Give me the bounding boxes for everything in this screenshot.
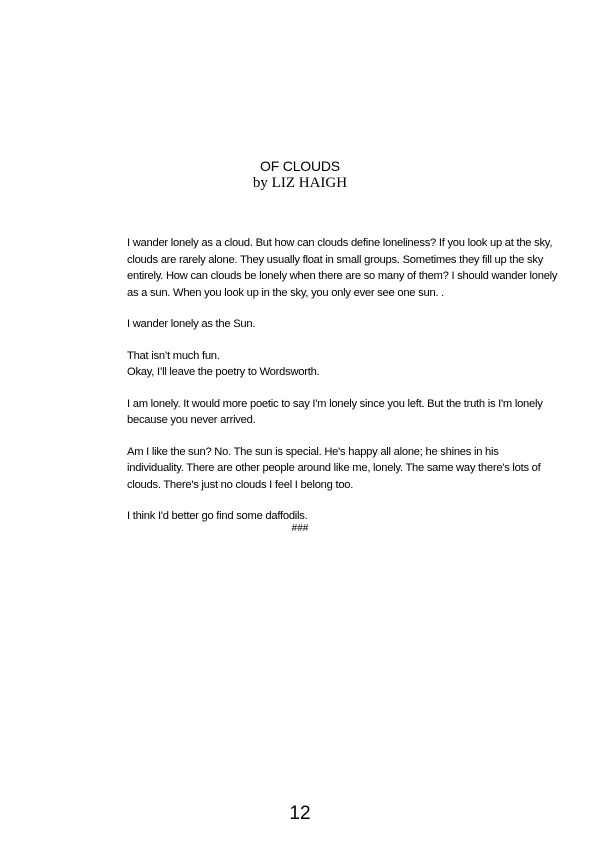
paragraph-line: clouds. There's just no clouds I feel I belong too. [127,478,354,491]
paragraph-line: individuality. There are other people around like me, lonely. The same way there's lots of [127,462,541,474]
paragraph-2 [127,316,507,333]
paragraph-line: entirely. How can clouds be lonely when there are so many of them? I should wander lonely [127,270,558,282]
paragraph-line: clouds are rarely alone. They usually float in small groups. Sometimes they fill up the sky [127,253,544,266]
paragraph-line: Okay, I’ll leave the poetry to Wordsworth. [127,366,320,378]
paragraph-line: I think I'd better go find some daffodils. [127,510,308,522]
paragraph-1 [127,235,558,301]
paragraph-line: because you never arrived. [127,414,256,426]
paragraph-5 [127,444,541,494]
story-byline: by LIZ HAIGH [252,175,348,191]
paragraph-line: I wander lonely as a cloud. But how can clouds define loneliness? If you look up at the sky, [127,237,553,249]
paragraph-3 [127,348,507,381]
paragraph-line: as a sun. When you look up in the sky, you only ever see one sun. . [127,286,444,299]
paragraph-line: That isn’t much fun. [127,349,220,362]
page-number: 12 [289,803,311,824]
paragraph-line: Am I like the sun? No. The sun is special. He's happy all alone; he shines in his [127,445,499,458]
paragraph-line: I wander lonely as the Sun. [127,318,256,330]
story-title: OF CLOUDS [260,158,340,174]
paragraph-line: I am lonely. It would more poetic to say I'm lonely since you left. But the truth is I'm lonely [127,397,543,410]
story-body [127,235,558,540]
paragraph-4 [127,396,543,429]
end-mark: ### [291,523,309,534]
